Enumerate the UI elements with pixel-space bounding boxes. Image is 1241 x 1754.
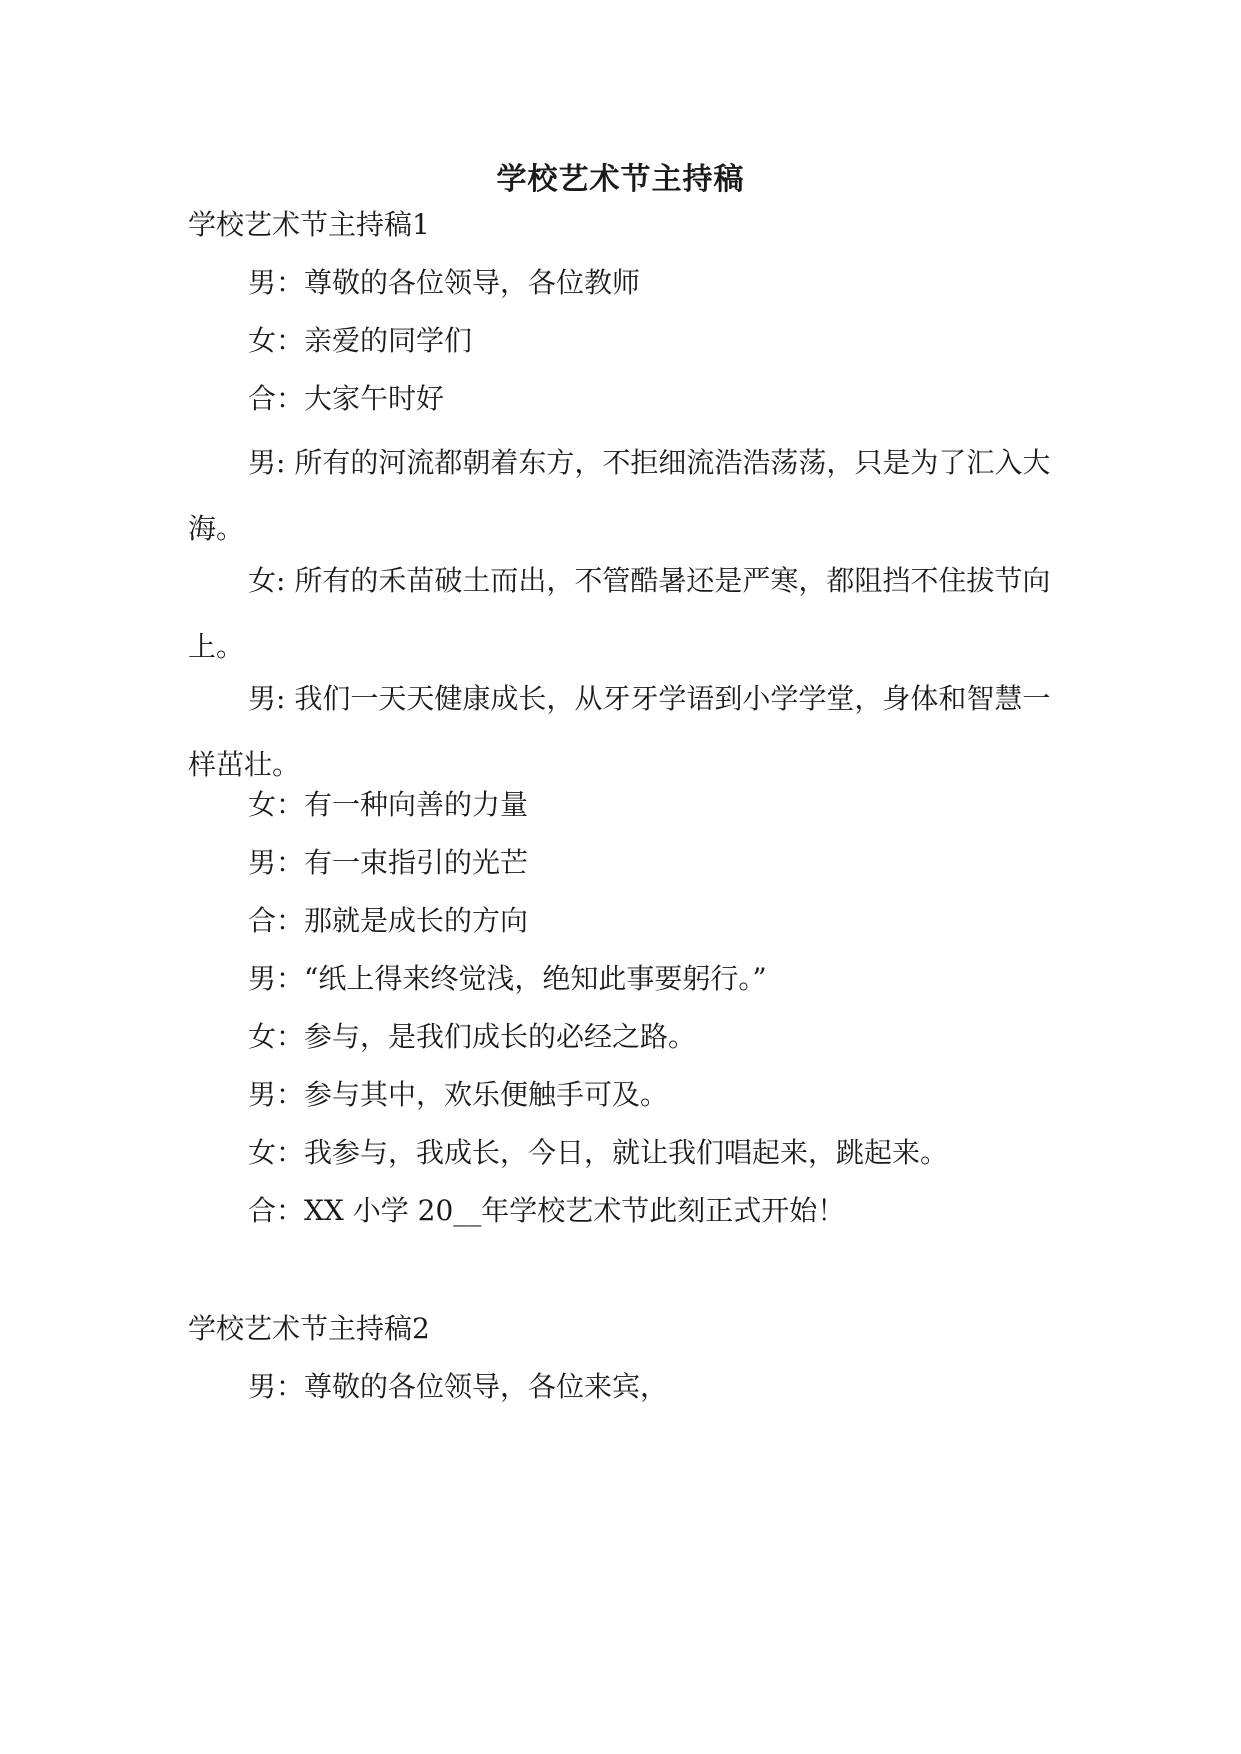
dialogue-line: 女：参与，是我们成长的必经之路。 [248, 1020, 697, 1053]
dialogue-line: 合：XX 小学 20__年学校艺术节此刻正式开始！ [248, 1194, 846, 1227]
dialogue-line: 男：有一束指引的光芒 [248, 846, 529, 879]
dialogue-line: 男：参与其中，欢乐便触手可及。 [248, 1078, 669, 1111]
dialogue-paragraph: 男: 所有的河流都朝着东方，不拒细流浩浩荡荡，只是为了汇入大海。 [188, 446, 1051, 545]
dialogue-line: 女：有一种向善的力量 [248, 788, 529, 821]
dialogue-line: 女：亲爱的同学们 [248, 324, 473, 357]
document-title: 学校艺术节主持稿 [496, 162, 745, 197]
section-heading-2: 学校艺术节主持稿2 [188, 1312, 430, 1345]
dialogue-line: 女：我参与，我成长，今日，就让我们唱起来，跳起来。 [248, 1136, 949, 1169]
dialogue-paragraph: 女: 所有的禾苗破土而出，不管酷暑还是严寒，都阻挡不住拔节向上。 [188, 564, 1051, 663]
dialogue-line: 男：“纸上得来终觉浅，绝知此事要躬行。” [248, 962, 767, 995]
dialogue-line: 合：大家午时好 [248, 382, 445, 415]
section-heading-1: 学校艺术节主持稿1 [188, 208, 430, 241]
dialogue-line: 男：尊敬的各位领导，各位教师 [248, 266, 641, 299]
dialogue-line: 合：那就是成长的方向 [248, 904, 529, 937]
dialogue-line: 男：尊敬的各位领导，各位来宾， [248, 1370, 669, 1403]
dialogue-paragraph: 男: 我们一天天健康成长，从牙牙学语到小学学堂，身体和智慧一样茁壮。 [188, 682, 1051, 781]
